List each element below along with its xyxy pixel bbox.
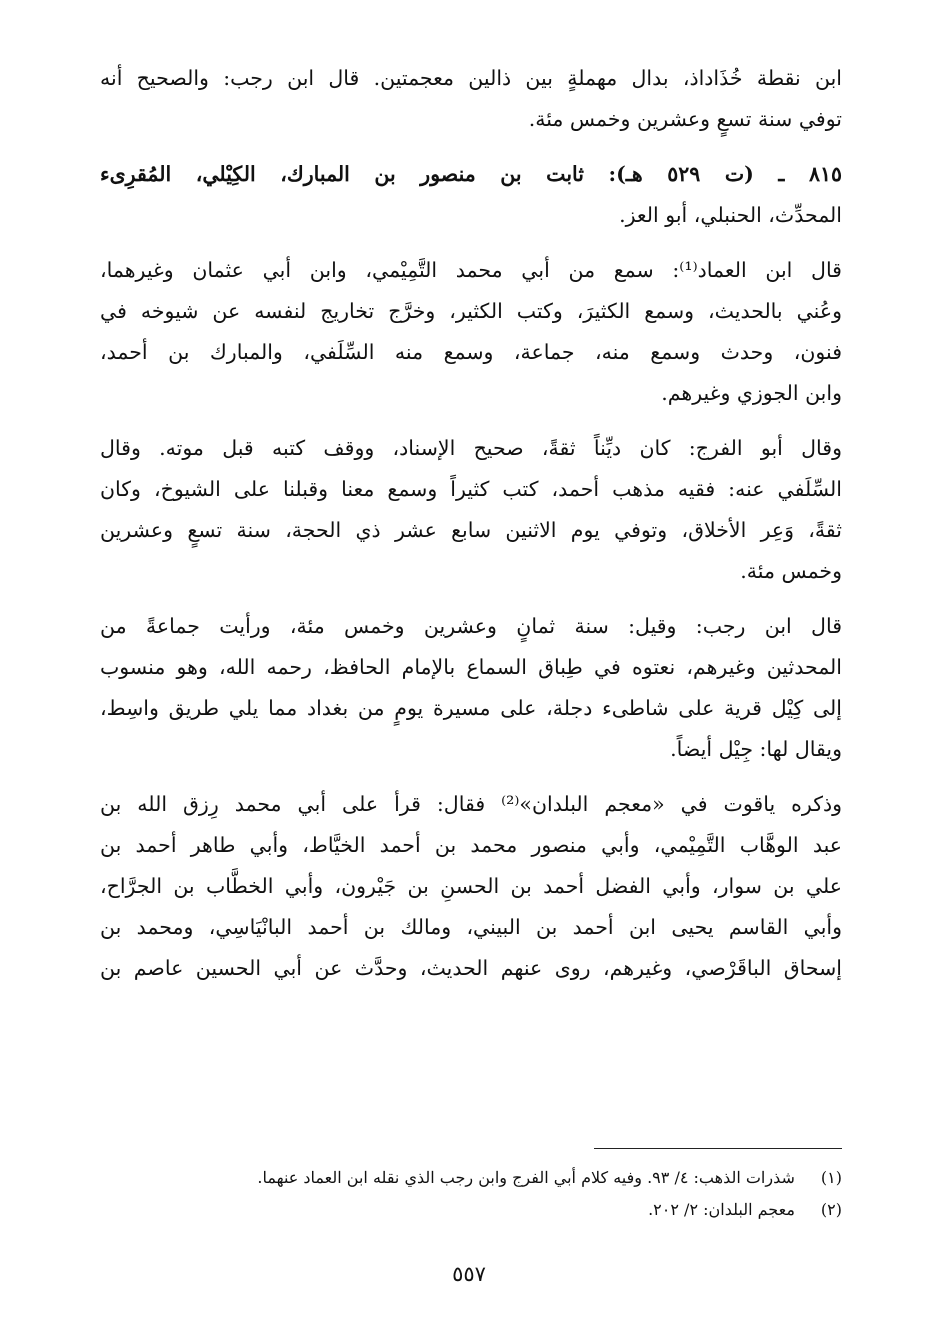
text-line: وابن الجوزي وغيرهم. bbox=[661, 381, 842, 405]
text-line: وعُني بالحديث، وسمع الكثيرَ، وكتب الكثير، وخرَّج تخاريج لنفسه عن شيوخه في bbox=[100, 299, 842, 323]
page-number: ٥٥٧ bbox=[452, 1262, 486, 1286]
footnote-number: (٢) bbox=[820, 1200, 842, 1219]
text-line: عبد الوهَّاب التَّمِيْمي، وأبي منصور محمد بن أحمد الخيَّاط، وأبي طاهر أحمد بن bbox=[100, 833, 842, 857]
paragraph-5 bbox=[100, 606, 842, 770]
text-line: توفي سنة تسعٍ وعشرين وخمس مئة. bbox=[528, 107, 842, 131]
text-line: فنون، وحدث وسمع منه، جماعة، وسمع منه السِّلَفي، والمبارك بن أحمد، bbox=[100, 340, 842, 364]
footnotes bbox=[100, 1162, 842, 1226]
text-line: وأبي القاسم يحيى ابن أحمد بن البيني، ومالك بن أحمد البانْيَاسِي، ومحمد بن bbox=[100, 915, 842, 939]
paragraph-entry-815 bbox=[100, 154, 842, 236]
text-line: المحدثين وغيرهم، نعتوه في طِباق السماع بالإمام الحافظ، رحمه الله، وهو منسوب bbox=[100, 655, 842, 679]
footnote-number: (١) bbox=[820, 1168, 842, 1187]
text-line: وقال أبو الفرج: كان ديِّناً ثقةً، صحيح الإسناد، ووقف كتبه قبل موته. وقال bbox=[100, 436, 842, 460]
paragraph-1 bbox=[100, 58, 842, 140]
text-line: علي بن سوار، وأبي الفضل أحمد بن الحسنِ بن جَيْرون، وأبي الخطَّاب بن الجرَّاح، bbox=[100, 874, 842, 898]
text-line: ويقال لها: جِيْل أيضاً. bbox=[670, 737, 842, 761]
text-line: وذكره ياقوت في «معجم البلدان»⁽²⁾ فقال: قرأ على أبي محمد رِزق الله بن bbox=[100, 792, 842, 816]
page-body bbox=[100, 58, 842, 1003]
text-line: قال ابن العماد⁽¹⁾: سمع من أبي محمد التَّمِيْمي، وابن أبي عثمان وغيرهما، bbox=[100, 258, 842, 282]
text-line: قال ابن رجب: وقيل: سنة ثمانٍ وعشرين وخمس مئة، ورأيت جماعةً من bbox=[100, 614, 842, 638]
text-line: وخمس مئة. bbox=[740, 559, 842, 583]
text-line: إسحاق الباقَرْصي، وغيرهم، روى عنهم الحديث، وحدَّث عن أبي الحسين عاصم بن bbox=[100, 956, 842, 980]
paragraph-3 bbox=[100, 250, 842, 414]
text-line: السِّلَفي عنه: فقيه مذهب أحمد، كتب كثيراً وسمع معنا وقبلنا على الشيوخ، وكان bbox=[100, 477, 842, 501]
text-line: ثقةً، وَعِر الأخلاق، وتوفي يوم الاثنين سابع عشر ذي الحجة، سنة تسعٍ وعشرين bbox=[100, 518, 842, 542]
entry-heading-line: ٨١٥ ـ (ت ٥٢٩ هـ): ثابت بن منصور بن المبارك، الكِيْلي، المُقرِىء bbox=[100, 162, 842, 186]
footnote-1 bbox=[100, 1162, 842, 1194]
footnote-2 bbox=[100, 1194, 842, 1226]
footnote-text: شذرات الذهب: ٤/ ٩٣. وفيه كلام أبي الفرج وابن رجب الذي نقله ابن العماد عنهما. bbox=[257, 1168, 795, 1187]
text-line: المحدِّث، الحنبلي، أبو العز. bbox=[619, 203, 842, 227]
text-line: إلى كِيْل قرية على شاطىء دجلة، على مسيرة يومٍ من بغداد مما يلي طريق واسِط، bbox=[100, 696, 842, 720]
footnote-divider bbox=[594, 1148, 842, 1149]
paragraph-6 bbox=[100, 784, 842, 989]
text-line: ابن نقطة خُذَاداذ، بدال مهملةٍ بين ذالين معجمتين. قال ابن رجب: والصحيح أنه bbox=[100, 66, 842, 90]
footnote-text: معجم البلدان: ٢/ ٢٠٢. bbox=[648, 1200, 795, 1219]
paragraph-4 bbox=[100, 428, 842, 592]
